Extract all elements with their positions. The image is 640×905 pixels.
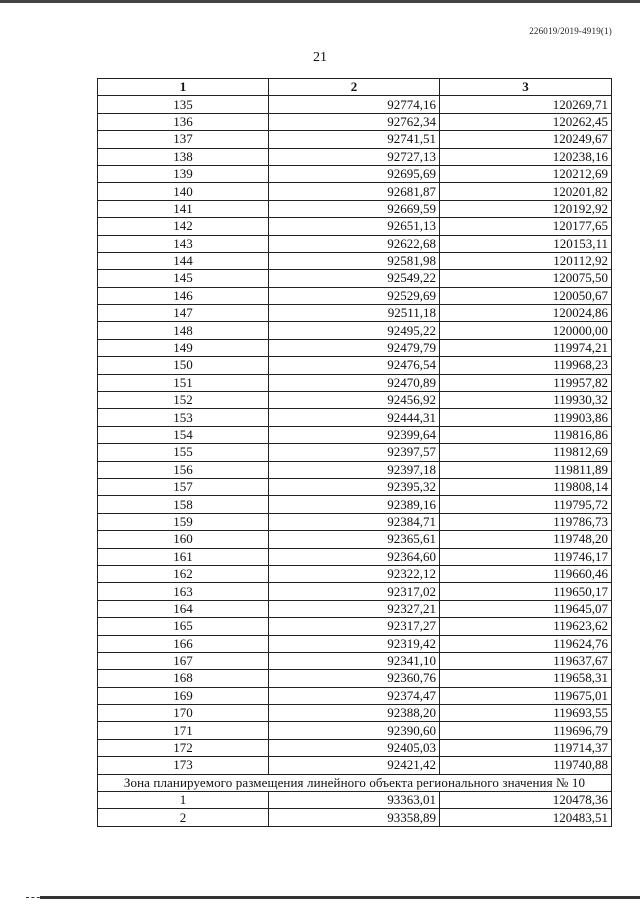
x-coordinate: 92741,51 (269, 131, 440, 148)
x-coordinate: 92444,31 (269, 409, 440, 426)
x-coordinate: 92317,27 (269, 618, 440, 635)
point-number: 157 (98, 478, 269, 495)
table-row (98, 670, 612, 687)
table-row (98, 148, 612, 165)
y-coordinate: 119637,67 (440, 652, 612, 669)
x-coordinate: 92651,13 (269, 218, 440, 235)
column-header-2: 2 (269, 79, 440, 96)
y-coordinate: 120000,00 (440, 322, 612, 339)
x-coordinate: 92695,69 (269, 165, 440, 182)
x-coordinate: 92511,18 (269, 305, 440, 322)
x-coordinate: 92364,60 (269, 548, 440, 565)
x-coordinate: 93363,01 (269, 792, 440, 809)
point-number: 146 (98, 287, 269, 304)
point-number: 154 (98, 426, 269, 443)
table-row (98, 618, 612, 635)
x-coordinate: 92529,69 (269, 287, 440, 304)
section-title: Зона планируемого размещения линейного объекта регионального значения № 10 (98, 774, 612, 791)
y-coordinate: 119693,55 (440, 705, 612, 722)
x-coordinate: 92365,61 (269, 531, 440, 548)
bottom-scan-rule (40, 896, 640, 899)
point-number: 137 (98, 131, 269, 148)
x-coordinate: 92319,42 (269, 635, 440, 652)
table-header (98, 79, 612, 96)
point-number: 156 (98, 461, 269, 478)
point-number: 2 (98, 809, 269, 826)
table-body-zone-10 (98, 792, 612, 827)
table-row (98, 548, 612, 565)
x-coordinate: 92479,79 (269, 339, 440, 356)
table-row (98, 287, 612, 304)
y-coordinate: 119658,31 (440, 670, 612, 687)
point-number: 145 (98, 270, 269, 287)
table-row (98, 739, 612, 756)
point-number: 163 (98, 583, 269, 600)
table-row (98, 305, 612, 322)
y-coordinate: 119811,89 (440, 461, 612, 478)
x-coordinate: 92390,60 (269, 722, 440, 739)
column-header-1: 1 (98, 79, 269, 96)
point-number: 151 (98, 374, 269, 391)
point-number: 135 (98, 96, 269, 113)
section-row (98, 774, 612, 791)
x-coordinate: 92456,92 (269, 392, 440, 409)
table-row (98, 165, 612, 182)
table-row (98, 513, 612, 530)
x-coordinate: 92327,21 (269, 600, 440, 617)
x-coordinate: 92317,02 (269, 583, 440, 600)
y-coordinate: 120050,67 (440, 287, 612, 304)
table-row (98, 722, 612, 739)
point-number: 148 (98, 322, 269, 339)
table-row (98, 705, 612, 722)
document-number: 226019/2019-4919(1) (529, 26, 612, 36)
point-number: 173 (98, 757, 269, 774)
table-row (98, 583, 612, 600)
y-coordinate: 119623,62 (440, 618, 612, 635)
y-coordinate: 119816,86 (440, 426, 612, 443)
x-coordinate: 92727,13 (269, 148, 440, 165)
table-row (98, 374, 612, 391)
point-number: 166 (98, 635, 269, 652)
x-coordinate: 92495,22 (269, 322, 440, 339)
x-coordinate: 92681,87 (269, 183, 440, 200)
point-number: 143 (98, 235, 269, 252)
y-coordinate: 120238,16 (440, 148, 612, 165)
point-number: 150 (98, 357, 269, 374)
point-number: 142 (98, 218, 269, 235)
point-number: 168 (98, 670, 269, 687)
x-coordinate: 92341,10 (269, 652, 440, 669)
table-row (98, 792, 612, 809)
point-number: 172 (98, 739, 269, 756)
x-coordinate: 92622,68 (269, 235, 440, 252)
x-coordinate: 92405,03 (269, 739, 440, 756)
point-number: 164 (98, 600, 269, 617)
page-number: 21 (313, 50, 327, 65)
y-coordinate: 119808,14 (440, 478, 612, 495)
y-coordinate: 119748,20 (440, 531, 612, 548)
y-coordinate: 119812,69 (440, 444, 612, 461)
y-coordinate: 119746,17 (440, 548, 612, 565)
y-coordinate: 119675,01 (440, 687, 612, 704)
y-coordinate: 119660,46 (440, 565, 612, 582)
table-row (98, 270, 612, 287)
point-number: 171 (98, 722, 269, 739)
table-row (98, 252, 612, 269)
y-coordinate: 119624,76 (440, 635, 612, 652)
y-coordinate: 120249,67 (440, 131, 612, 148)
table-row (98, 652, 612, 669)
point-number: 149 (98, 339, 269, 356)
table-row (98, 409, 612, 426)
point-number: 144 (98, 252, 269, 269)
x-coordinate: 92322,12 (269, 565, 440, 582)
point-number: 159 (98, 513, 269, 530)
x-coordinate: 92762,34 (269, 113, 440, 130)
table-row (98, 687, 612, 704)
y-coordinate: 120483,51 (440, 809, 612, 826)
x-coordinate: 92374,47 (269, 687, 440, 704)
x-coordinate: 92397,57 (269, 444, 440, 461)
y-coordinate: 119795,72 (440, 496, 612, 513)
point-number: 170 (98, 705, 269, 722)
x-coordinate: 92470,89 (269, 374, 440, 391)
top-scan-rule (0, 0, 640, 3)
point-number: 141 (98, 200, 269, 217)
x-coordinate: 92399,64 (269, 426, 440, 443)
table-row (98, 322, 612, 339)
table-row (98, 426, 612, 443)
point-number: 155 (98, 444, 269, 461)
x-coordinate: 92360,76 (269, 670, 440, 687)
table-row (98, 235, 612, 252)
point-number: 158 (98, 496, 269, 513)
y-coordinate: 119714,37 (440, 739, 612, 756)
table-row (98, 357, 612, 374)
y-coordinate: 119645,07 (440, 600, 612, 617)
point-number: 139 (98, 165, 269, 182)
table-row (98, 200, 612, 217)
coordinates-table (97, 78, 612, 827)
x-coordinate: 92669,59 (269, 200, 440, 217)
x-coordinate: 93358,89 (269, 809, 440, 826)
point-number: 169 (98, 687, 269, 704)
y-coordinate: 120201,82 (440, 183, 612, 200)
table-row (98, 339, 612, 356)
point-number: 136 (98, 113, 269, 130)
point-number: 1 (98, 792, 269, 809)
x-coordinate: 92388,20 (269, 705, 440, 722)
point-number: 160 (98, 531, 269, 548)
table-row (98, 218, 612, 235)
point-number: 138 (98, 148, 269, 165)
x-coordinate: 92421,42 (269, 757, 440, 774)
y-coordinate: 120177,65 (440, 218, 612, 235)
y-coordinate: 119740,88 (440, 757, 612, 774)
x-coordinate: 92774,16 (269, 96, 440, 113)
table-row (98, 461, 612, 478)
y-coordinate: 120478,36 (440, 792, 612, 809)
point-number: 161 (98, 548, 269, 565)
point-number: 147 (98, 305, 269, 322)
y-coordinate: 120192,92 (440, 200, 612, 217)
y-coordinate: 119786,73 (440, 513, 612, 530)
point-number: 140 (98, 183, 269, 200)
table-row (98, 392, 612, 409)
y-coordinate: 120262,45 (440, 113, 612, 130)
y-coordinate: 119968,23 (440, 357, 612, 374)
y-coordinate: 120269,71 (440, 96, 612, 113)
section-header-body (98, 774, 612, 791)
y-coordinate: 120153,11 (440, 235, 612, 252)
table-row (98, 96, 612, 113)
y-coordinate: 119974,21 (440, 339, 612, 356)
x-coordinate: 92581,98 (269, 252, 440, 269)
table-row (98, 496, 612, 513)
y-coordinate: 119650,17 (440, 583, 612, 600)
table-row (98, 444, 612, 461)
table-row (98, 757, 612, 774)
table-row (98, 600, 612, 617)
y-coordinate: 119957,82 (440, 374, 612, 391)
y-coordinate: 119696,79 (440, 722, 612, 739)
x-coordinate: 92476,54 (269, 357, 440, 374)
y-coordinate: 120112,92 (440, 252, 612, 269)
y-coordinate: 119903,86 (440, 409, 612, 426)
point-number: 167 (98, 652, 269, 669)
point-number: 153 (98, 409, 269, 426)
point-number: 152 (98, 392, 269, 409)
table-row (98, 113, 612, 130)
table-row (98, 635, 612, 652)
x-coordinate: 92389,16 (269, 496, 440, 513)
column-header-3: 3 (440, 79, 612, 96)
table-row (98, 183, 612, 200)
x-coordinate: 92397,18 (269, 461, 440, 478)
y-coordinate: 120024,86 (440, 305, 612, 322)
table-row (98, 478, 612, 495)
table-row (98, 131, 612, 148)
x-coordinate: 92549,22 (269, 270, 440, 287)
x-coordinate: 92384,71 (269, 513, 440, 530)
table-row (98, 565, 612, 582)
table-body-zone-continued (98, 96, 612, 774)
x-coordinate: 92395,32 (269, 478, 440, 495)
point-number: 162 (98, 565, 269, 582)
table-row (98, 531, 612, 548)
y-coordinate: 119930,32 (440, 392, 612, 409)
header-row (98, 79, 612, 96)
table-row (98, 809, 612, 826)
y-coordinate: 120075,50 (440, 270, 612, 287)
y-coordinate: 120212,69 (440, 165, 612, 182)
point-number: 165 (98, 618, 269, 635)
